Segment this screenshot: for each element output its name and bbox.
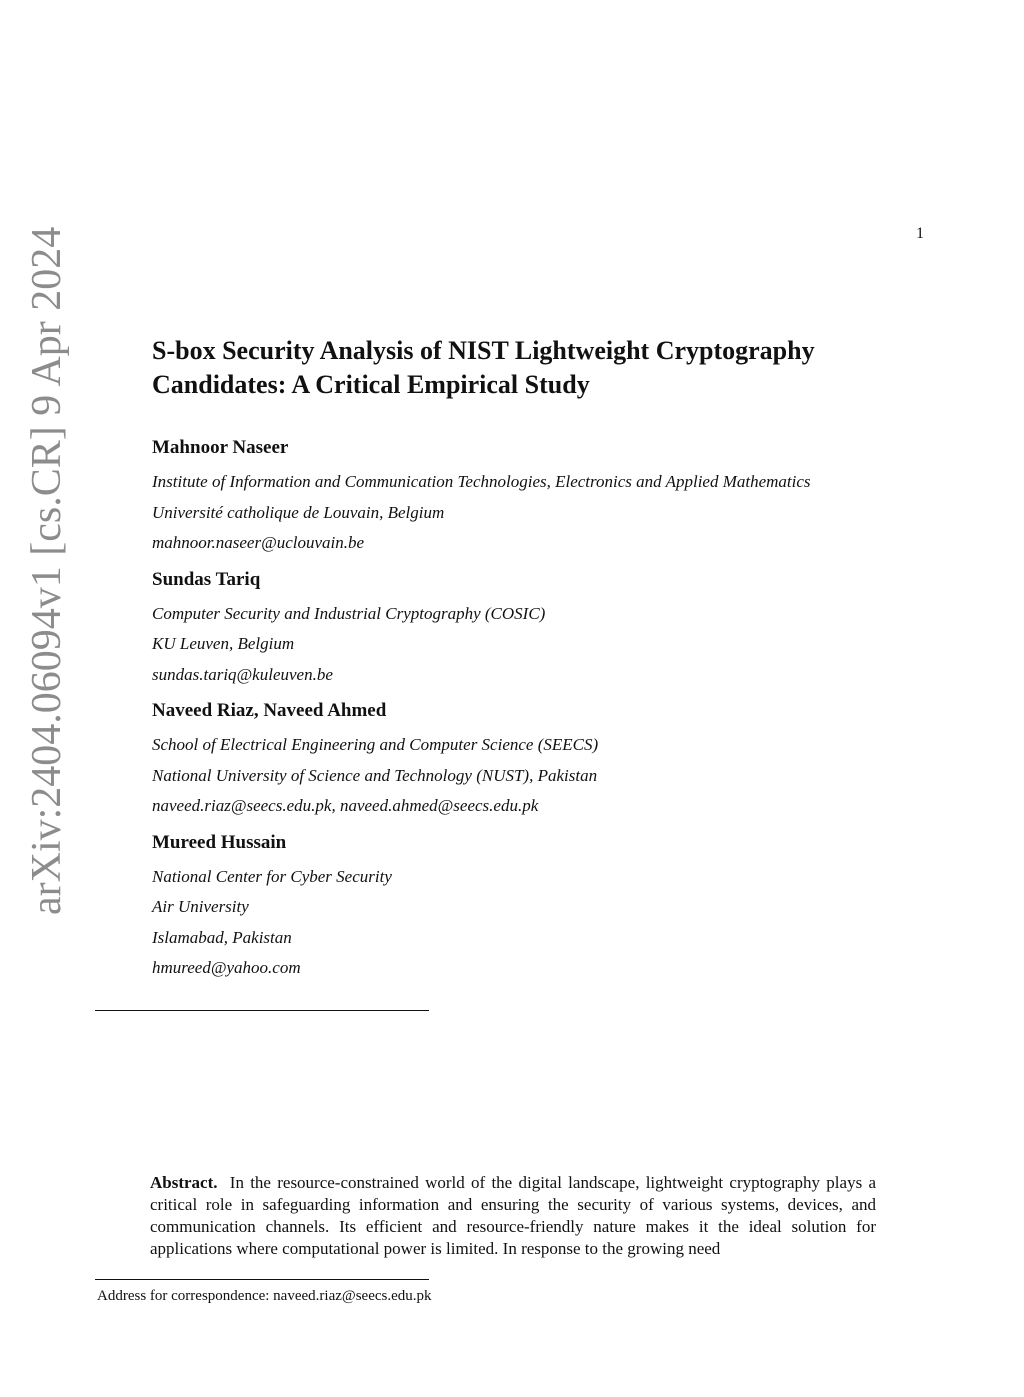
author-email: naveed.riaz@seecs.edu.pk, naveed.ahmed@seecs.edu.pk	[152, 796, 539, 815]
author-affiliation: National Center for Cyber Security	[152, 866, 392, 886]
author-affiliation: Air University	[152, 897, 249, 916]
author-affiliation: KU Leuven, Belgium	[152, 634, 295, 653]
author-email: sundas.tariq@kuleuven.be	[152, 664, 333, 684]
author-email: hmureed@yahoo.com	[152, 958, 301, 977]
correspondence-footnote: Address for correspondence: naveed.riaz@seecs.edu.pk	[97, 1288, 432, 1304]
author-block-tariq	[152, 568, 932, 691]
author-affiliation: Institute of Information and Communication Technologies, Electronics and Applied Mathematics	[152, 472, 811, 491]
author-name: Sundas Tariq	[152, 568, 261, 590]
author-block-hussain	[152, 831, 932, 984]
author-block-riaz-ahmed	[152, 699, 932, 822]
author-affiliation: Islamabad, Pakistan	[152, 927, 292, 947]
footnote-divider	[95, 1279, 429, 1280]
author-affiliation: Université catholique de Louvain, Belgium	[152, 502, 445, 522]
author-email: mahnoor.naseer@uclouvain.be	[152, 533, 365, 552]
abstract	[150, 1172, 876, 1260]
author-affiliation: School of Electrical Engineering and Computer Science (SEECS)	[152, 735, 599, 754]
author-affiliation: National University of Science and Technology (NUST), Pakistan	[152, 765, 598, 785]
abstract-text: In the resource-constrained world of the digital landscape, lightweight cryptography plays a critical role in safeguarding information and ensuring the security of various systems, devices, and communication channels. Its efficient and resource-friendly nature makes it the ideal solution for applications where computational power is limited. In response to the growing need	[150, 1173, 877, 1258]
paper-title	[152, 334, 912, 402]
paper-title-line-1: S-box Security Analysis of NIST Lightweight Cryptography	[152, 336, 815, 365]
arxiv-identifier-stamp: arXiv:2404.06094v1 [cs.CR] 9 Apr 2024	[24, 226, 70, 915]
author-name: Mureed Hussain	[152, 831, 287, 853]
author-affiliation: Computer Security and Industrial Cryptography (COSIC)	[152, 603, 546, 623]
author-block-naseer	[152, 436, 932, 559]
section-divider	[95, 1010, 429, 1011]
page-number: 1	[916, 225, 924, 242]
author-list	[152, 436, 932, 984]
abstract-label: Abstract.	[150, 1173, 218, 1192]
author-name: Naveed Riaz, Naveed Ahmed	[152, 700, 387, 721]
paper-title-line-2: Candidates: A Critical Empirical Study	[152, 370, 590, 399]
author-name: Mahnoor Naseer	[152, 437, 289, 458]
